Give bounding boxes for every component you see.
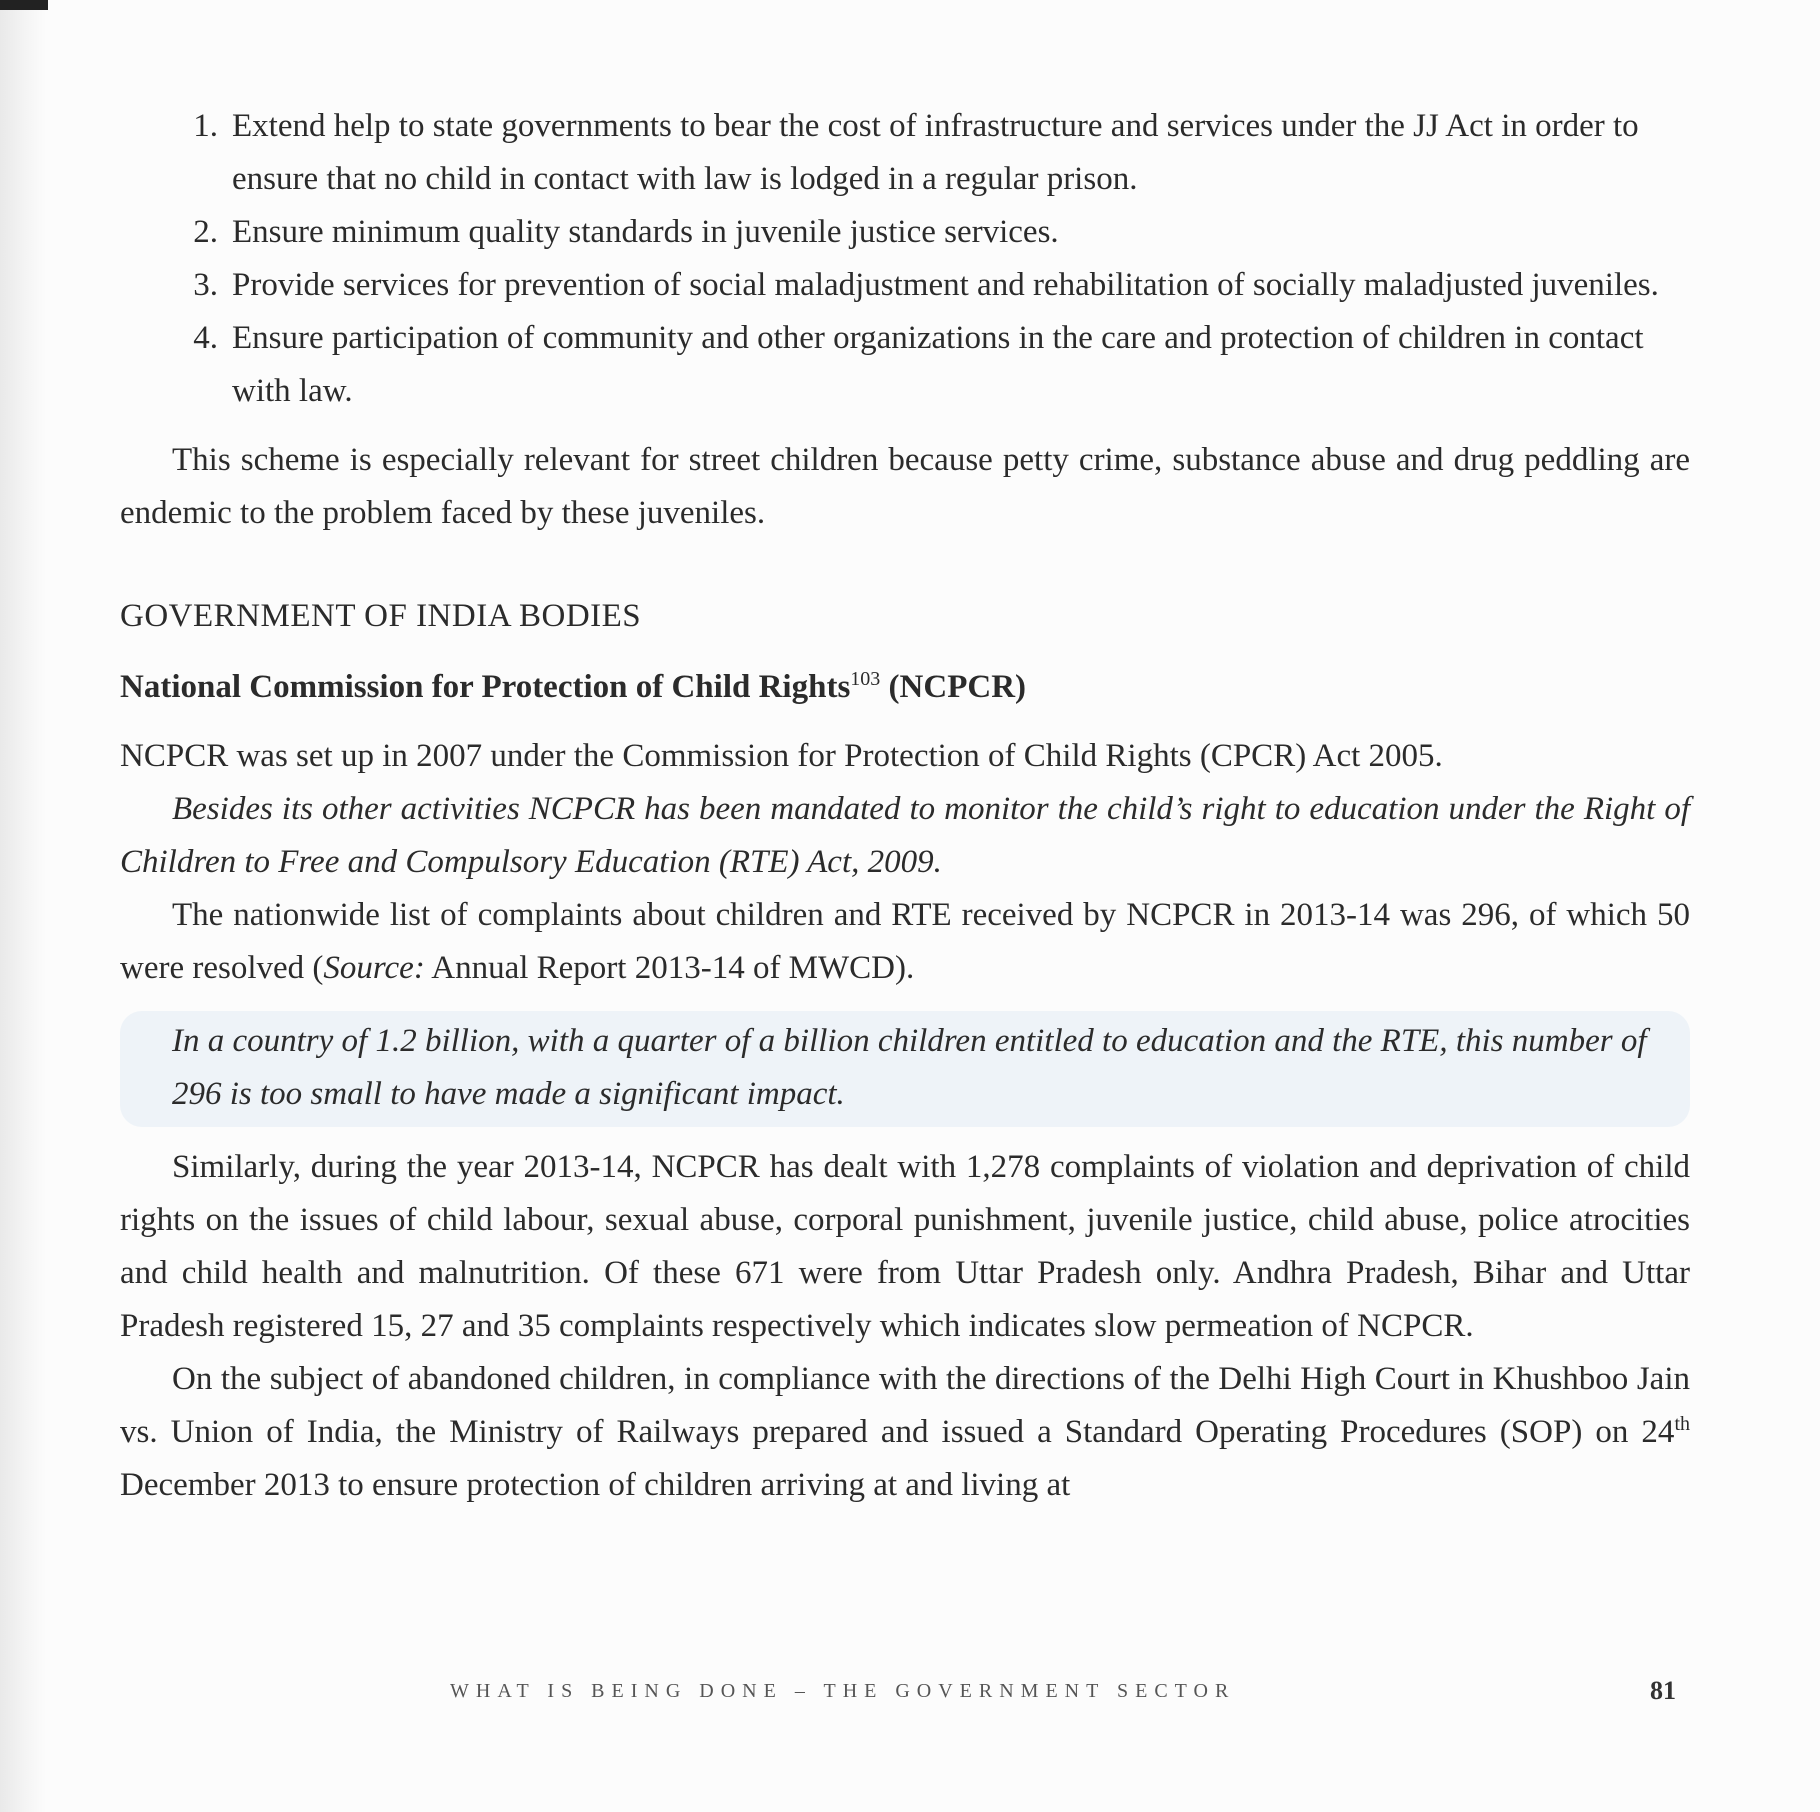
page-footer bbox=[120, 1676, 1690, 1716]
list-item-text: Provide services for prevention of social maladjustment and rehabilitation of socially maladjusted juveniles. bbox=[232, 267, 1659, 303]
abandoned-text: On the subject of abandoned children, in compliance with the directions of the Delhi High Court in Khushboo Jain vs. Union of India, the Ministry of Railways prepared and issued a Standard Operating Procedures (SOP) on 24 bbox=[120, 1361, 1690, 1450]
ncpcr-mandate-text: Besides its other activities NCPCR has been mandated to monitor the child’s right to education under the Right of Children to Free and Compulsory Education (RTE) Act, 2009. bbox=[120, 791, 1690, 880]
list-item bbox=[120, 100, 1690, 206]
rte-complaints-paragraph bbox=[120, 889, 1690, 995]
page-number: 81 bbox=[1650, 1676, 1676, 1705]
ncpcr-heading-text: National Commission for Protection of Child Rights bbox=[120, 669, 851, 705]
violations-paragraph: Similarly, during the year 2013-14, NCPCR has dealt with 1,278 complaints of violation and deprivation of child rights on the issues of child labour, sexual abuse, corporal punishment, juvenile justice, child abuse, police atrocities and child health and malnutrition. Of these 671 were from Uttar Pradesh only. Andhra Pradesh, Bihar and Uttar Pradesh registered 15, 27 and 35 complaints respectively which indicates slow permeation of NCPCR. bbox=[120, 1149, 1690, 1344]
scan-corner-shadow bbox=[0, 0, 48, 10]
ncpcr-setup-paragraph: NCPCR was set up in 2007 under the Commission for Protection of Child Rights (CPCR) Act 2005. bbox=[120, 738, 1443, 774]
list-item-number: 1. bbox=[193, 108, 218, 144]
ncpcr-heading-suffix: (NCPCR) bbox=[880, 669, 1027, 705]
running-head: WHAT IS BEING DONE – THE GOVERNMENT SECTOR bbox=[450, 1680, 1236, 1702]
callout-text: In a country of 1.2 billion, with a quarter of a billion children entitled to education and the RTE, this number of 296 is too small to have made a significant impact. bbox=[172, 1023, 1647, 1112]
ncpcr-heading bbox=[120, 661, 1690, 714]
list-item-text: Ensure minimum quality standards in juvenile justice services. bbox=[232, 214, 1059, 250]
section-heading: GOVERNMENT OF INDIA BODIES bbox=[120, 598, 642, 634]
rte-complaints-text: The nationwide list of complaints about children and RTE received by NCPCR in 2013-14 was 296, of which 50 were resolved ( bbox=[120, 897, 1690, 986]
abandoned-children-paragraph bbox=[120, 1353, 1690, 1512]
list-item bbox=[120, 259, 1690, 312]
ordinal-suffix: th bbox=[1674, 1413, 1690, 1435]
list-item-number: 3. bbox=[193, 267, 218, 303]
ncpcr-mandate-paragraph bbox=[120, 783, 1690, 889]
scheme-relevance-paragraph: This scheme is especially relevant for street children because petty crime, substance abuse and drug peddling are endemic to the problem faced by these juveniles. bbox=[120, 442, 1690, 531]
list-item-number: 4. bbox=[193, 320, 218, 356]
footnote-ref: 103 bbox=[850, 668, 881, 690]
source-text: Annual Report 2013-14 of MWCD). bbox=[424, 950, 915, 986]
list-item bbox=[120, 312, 1690, 418]
list-item-text: Ensure participation of community and other organizations in the care and protection of children in contact with law. bbox=[232, 320, 1644, 409]
list-item bbox=[120, 206, 1690, 259]
list-item-text: Extend help to state governments to bear the cost of infrastructure and services under the JJ Act in order to ensure that no child in contact with law is lodged in a regular prison. bbox=[232, 108, 1639, 197]
abandoned-text-end: December 2013 to ensure protection of children arriving at and living at bbox=[120, 1467, 1071, 1503]
page-body bbox=[120, 100, 1690, 1512]
list-item-number: 2. bbox=[193, 214, 218, 250]
scheme-objectives-list bbox=[120, 100, 1690, 418]
source-label: Source: bbox=[323, 950, 425, 986]
highlight-callout-box bbox=[120, 1011, 1690, 1127]
page-spine-shadow bbox=[0, 0, 46, 1812]
